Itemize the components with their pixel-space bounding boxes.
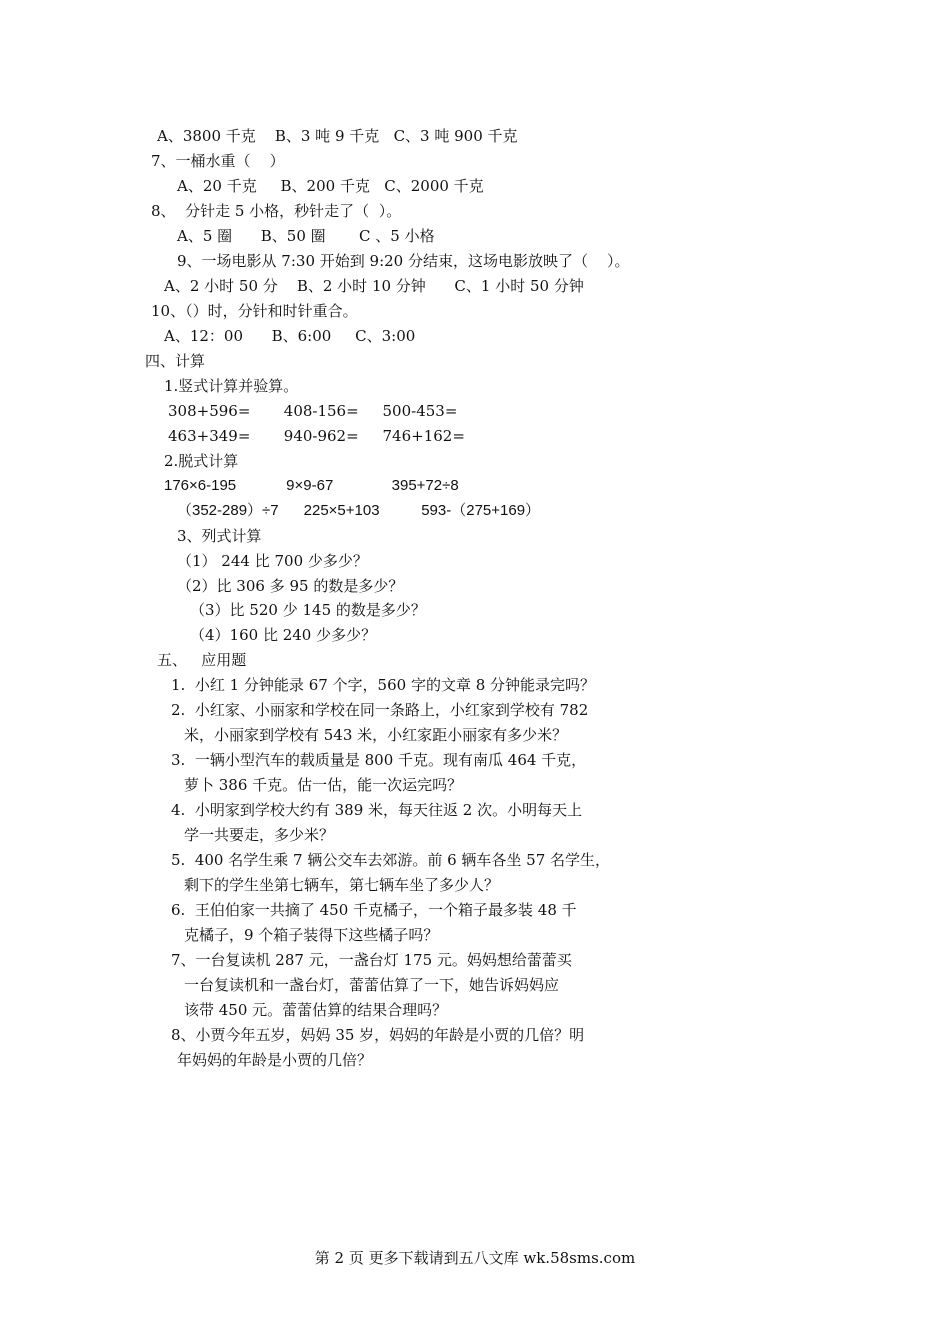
vertical-calc-row-2: 463+349= 940-962= 746+162= (168, 427, 465, 445)
q8-question: 8、 分针走 5 小格，秒针走了（ ）。 (151, 202, 402, 220)
formula-calc-item-2: （2）比 306 多 95 的数是多少？ (177, 577, 404, 595)
app-problem-2-line-1: 2. 小红家、小丽家和学校在同一条路上，小红家到学校有 782 (171, 701, 589, 719)
app-problem-1: 1. 小红 1 分钟能录 67 个字，560 字的文章 8 分钟能录完吗？ (171, 676, 596, 694)
app-problem-7-line-1: 7、一台复读机 287 元，一盏台灯 175 元。妈妈想给蕾蕾买 (171, 951, 572, 969)
q7-options: A、20 千克 B、200 千克 C、2000 千克 (177, 177, 484, 195)
vertical-calc-row-1: 308+596= 408-156= 500-453= (168, 402, 458, 420)
page-footer: 第 2 页 更多下载请到五八文库 wk.58sms.com (314, 1249, 636, 1267)
section-four-heading: 四、计算 (145, 352, 206, 370)
q7-question: 7、一桶水重（ ） (151, 152, 285, 170)
formula-calc-item-1: （1） 244 比 700 少多少？ (177, 552, 368, 570)
subsection-formula-calc: 3、列式计算 (177, 527, 262, 545)
app-problem-8-line-1: 8、小贾今年五岁，妈妈 35 岁，妈妈的年龄是小贾的几倍？明 (171, 1026, 585, 1044)
app-problem-3-line-1: 3. 一辆小型汽车的载质量是 800 千克。现有南瓜 464 千克， (171, 751, 587, 769)
step-calc-row-1: 176×6-195 9×9-67 395+72÷8 (164, 477, 459, 494)
q6-options: A、3800 千克 B、3 吨 9 千克 C、3 吨 900 千克 (157, 127, 518, 145)
app-problem-2-line-2: 米，小丽家到学校有 543 米，小红家距小丽家有多少米？ (184, 726, 568, 744)
app-problem-6-line-2: 克橘子，9 个箱子装得下这些橘子吗？ (184, 926, 439, 944)
formula-calc-item-4: （4）160 比 240 少多少？ (190, 626, 377, 644)
app-problem-5-line-1: 5. 400 名学生乘 7 辆公交车去郊游。前 6 辆车各坐 57 名学生， (171, 851, 611, 869)
q9-question: 9、一场电影从 7:30 开始到 9:20 分结束，这场电影放映了（ ）。 (177, 252, 630, 270)
app-problem-8-line-2: 年妈妈的年龄是小贾的几倍？ (177, 1051, 373, 1069)
q10-options: A、12：00 B、6:00 C、3:00 (164, 327, 416, 345)
section-five-heading: 五、 应用题 (157, 651, 247, 669)
app-problem-4-line-2: 学一共要走，多少米？ (184, 826, 335, 844)
q9-options: A、2 小时 50 分 B、2 小时 10 分钟 C、1 小时 50 分钟 (164, 277, 584, 295)
app-problem-6-line-1: 6. 王伯伯家一共摘了 450 千克橘子，一个箱子最多装 48 千 (171, 901, 577, 919)
subsection-vertical-calc: 1.竖式计算并验算。 (164, 377, 299, 395)
formula-calc-item-3: （3）比 520 少 145 的数是多少？ (190, 601, 426, 619)
app-problem-3-line-2: 萝卜 386 千克。估一估，能一次运完吗？ (184, 776, 463, 794)
app-problem-5-line-2: 剩下的学生坐第七辆车，第七辆车坐了多少人？ (184, 876, 500, 894)
step-calc-row-2: （352-289）÷7 225×5+103 593-（275+169） (177, 502, 541, 519)
app-problem-7-line-2: 一台复读机和一盏台灯，蕾蕾估算了一下，她告诉妈妈应 (184, 976, 560, 994)
q10-question: 10、（）时，分针和时针重合。 (151, 302, 358, 320)
app-problem-4-line-1: 4. 小明家到学校大约有 389 米，每天往返 2 次。小明每天上 (171, 801, 583, 819)
app-problem-7-line-3: 该带 450 元。蕾蕾估算的结果合理吗？ (184, 1001, 448, 1019)
subsection-step-calc: 2.脱式计算 (164, 452, 239, 470)
q8-options: A、5 圈 B、50 圈 C 、5 小格 (177, 227, 435, 245)
